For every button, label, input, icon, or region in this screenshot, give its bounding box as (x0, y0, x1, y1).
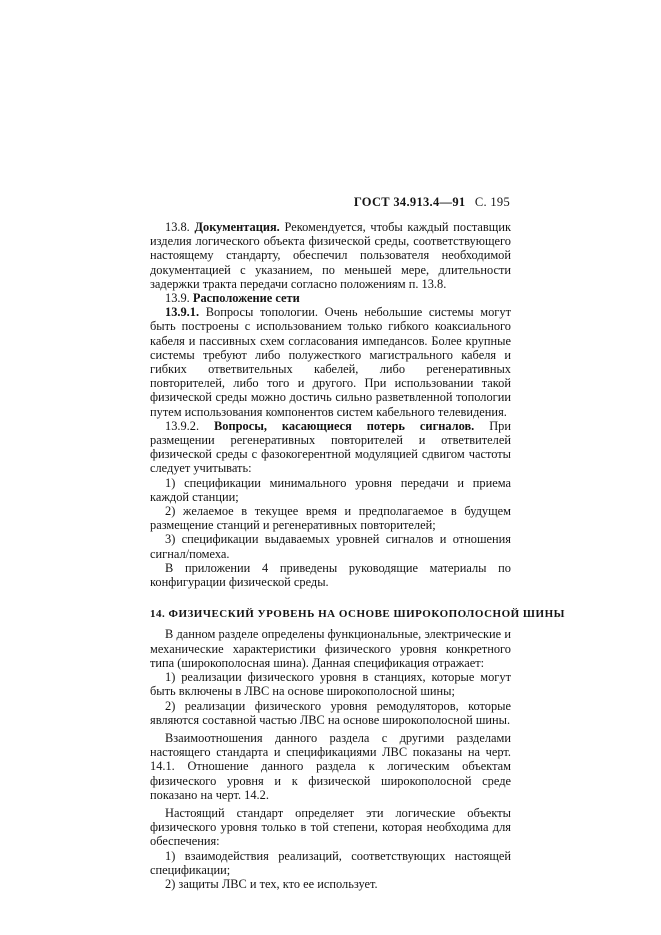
paragraph-13-8 (150, 220, 511, 291)
clause-title: Вопросы, касающиеся потерь сигналов. (214, 418, 475, 433)
clause-number: 13.9.1. (165, 305, 200, 320)
section-title-14: 14. ФИЗИЧЕСКИЙ УРОВЕНЬ НА ОСНОВЕ ШИРОКОПОЛОСНОЙ ШИНЫ (150, 608, 565, 621)
paragraph-13-9-2 (150, 419, 511, 476)
standard-number: ГОСТ 34.913.4—91 (353, 195, 466, 209)
clause-text: При размещении регенеративных повторителей и ответвителей физической среды с фазокогерентной модуляцией сдвигом частоты следует учитывать: (150, 418, 511, 476)
appendix-reference: В приложении 4 приведены руководящие материалы по конфигурации физической среды. (150, 560, 511, 590)
list-item: 2) желаемое в текущее время и предполагаемое в будущем размещение станций и регенеративных повторителей; (150, 504, 511, 533)
list-item: 1) реализации физического уровня в станциях, которые могут быть включены в ЛВС на основе широкополосной шины; (150, 670, 511, 699)
list-item: 1) спецификации минимального уровня передачи и приема каждой станции; (150, 475, 511, 504)
clause-number: 13.9. (165, 291, 190, 306)
list-item: 1) взаимодействия реализаций, соответствующих настоящей спецификации; (150, 848, 511, 877)
list-item: 3) спецификации выдаваемых уровней сигналов и отношения сигнал/помеха. (150, 532, 511, 561)
page-number: С. 195 (474, 195, 510, 209)
list-item: 2) защиты ЛВС и тех, кто ее использует. (165, 876, 378, 891)
section-intro: В данном разделе определены функциональные, электрические и механические характеристики физического уровня конкретного типа (широкополосная шина). Данная спецификация отражает: (150, 627, 511, 670)
scope-paragraph: Настоящий стандарт определяет эти логические объекты физического уровня только в той степени, которая необходима для обеспечения: (150, 805, 511, 849)
paragraph-13-9-1 (150, 305, 511, 419)
relationship-paragraph: Взаимоотношения данного раздела с другими разделами настоящего стандарта и спецификациями ЛВС показаны на черт. 14.1. Отношение данного раздела к логическим объектам физического уровня и к физической широкополосной среде показано на черт. 14.2. (150, 730, 511, 802)
paragraph-13-9 (150, 291, 511, 305)
list-item: 2) реализации физического уровня ремодуляторов, которые являются составной частью ЛВС на основе широкополосной шины. (150, 698, 511, 727)
clause-text: Рекомендуется, чтобы каждый поставщик изделия логического объекта физической среды, соответствующего настоящему стандарту, обеспечил пользователя необходимой документацией с указанием, по меньшей мере, длительности задержки тракта передачи согласно положениям п. 13.8. (150, 220, 511, 291)
clause-number: 13.9.2. (165, 418, 200, 433)
clause-text: Вопросы топологии. Очень небольшие системы могут быть построены с использованием только гибкого коаксиального кабеля и пассивных схем согласования импедансов. Более крупные системы требуют либо полужесткого магистрального кабеля и гибких ответвительных кабелей, либо регенеративных повторителей, либо того и другого. При использовании такой физической среды можно достичь сильно разветвленной топологии путем использования компонентов систем кабельного телевидения. (150, 305, 511, 419)
clause-title: Документация. (194, 220, 280, 234)
body-text (150, 220, 565, 891)
clause-title: Расположение сети (192, 291, 300, 306)
running-header (354, 195, 510, 210)
clause-number: 13.8. (165, 220, 190, 234)
